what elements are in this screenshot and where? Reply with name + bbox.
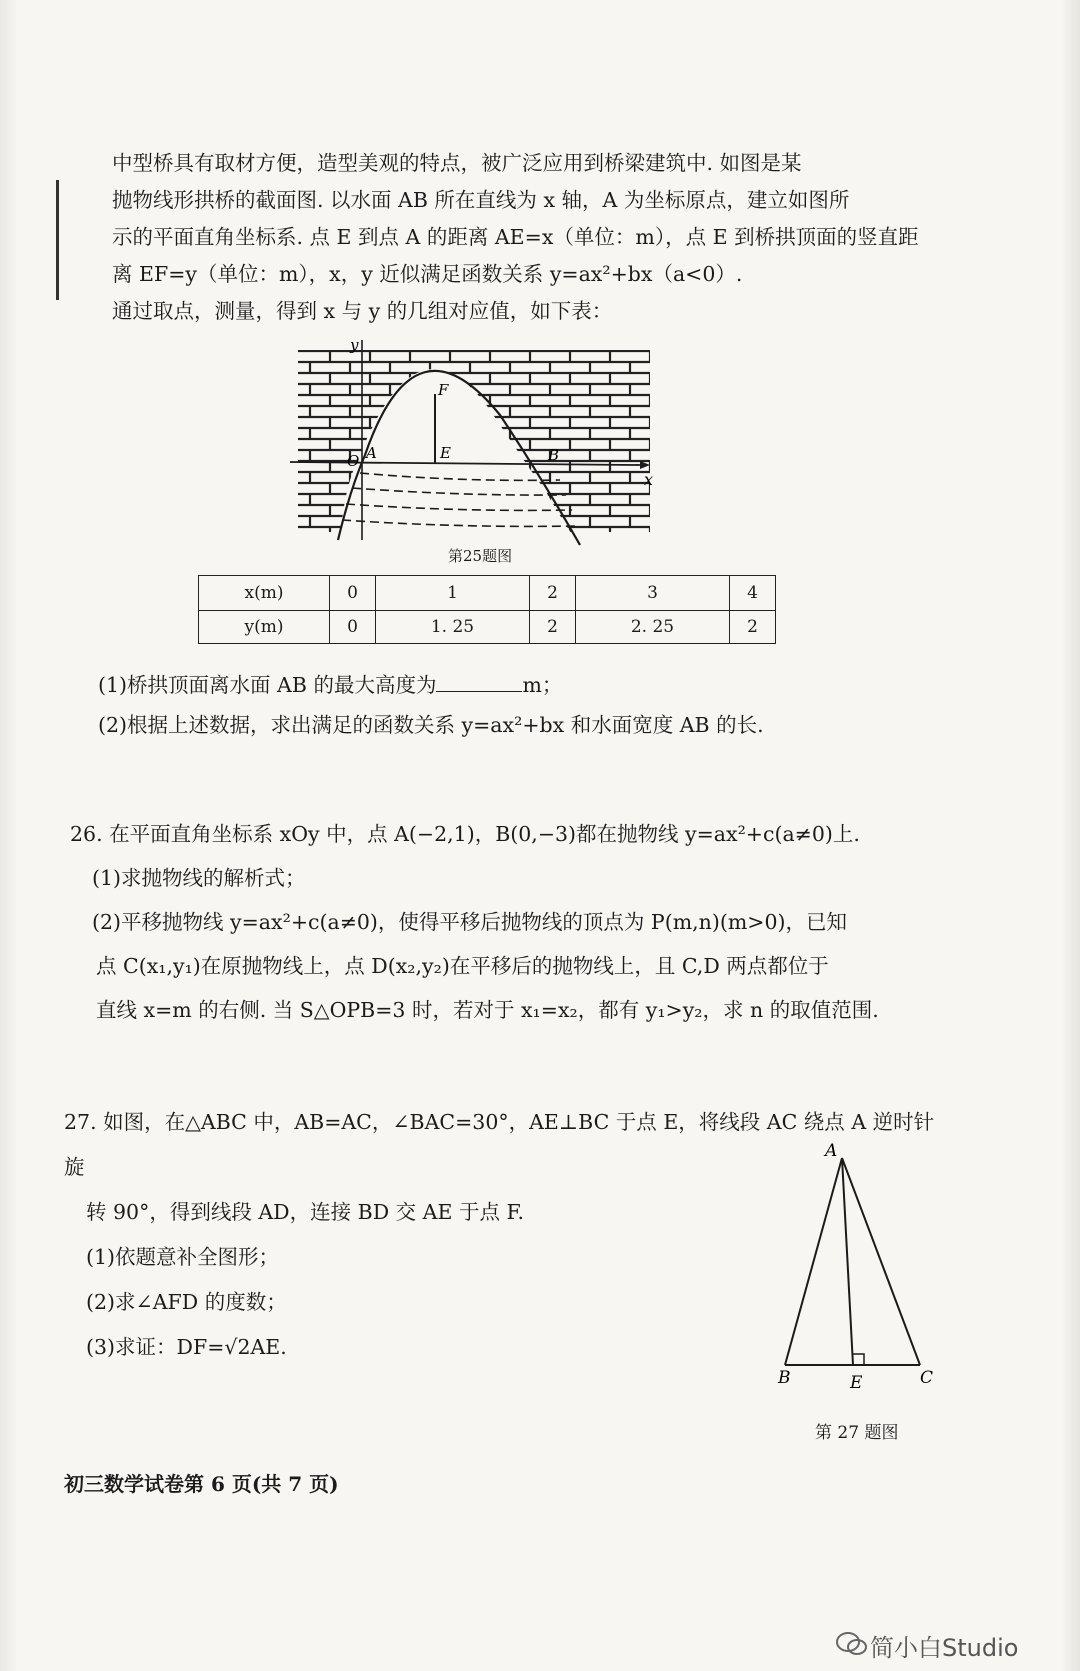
question-25-stem (112, 145, 919, 330)
table-cell: 0 (330, 611, 376, 644)
figure-25-caption: 第25题图 (448, 547, 513, 565)
q25-line: 通过取点，测量，得到 x 与 y 的几组对应值，如下表： (112, 299, 613, 323)
table-cell: 2 (529, 576, 575, 611)
page-footer: 初三数学试卷第 6 页(共 7 页) (64, 1472, 339, 1496)
label-A: A (366, 444, 377, 462)
margin-mark (56, 180, 59, 300)
table-cell: 2. 25 (576, 611, 730, 644)
q25-part1: (1)桥拱顶面离水面 AB 的最大高度为 m； (98, 673, 563, 697)
q26-line: 直线 x=m 的右侧. 当 S△OPB=3 时，若对于 x₁=x₂，都有 y₁>y₂，求 n 的取值范围. (96, 998, 879, 1022)
right-angle-mark (853, 1354, 864, 1365)
side-AB (785, 1158, 842, 1365)
q27-line: 转 90°，得到线段 AD，连接 BD 交 AE 于点 F. (86, 1200, 525, 1224)
label-F: F (438, 381, 449, 399)
table-cell: 2 (729, 611, 775, 644)
label-x: x (644, 470, 654, 489)
table-cell: 3 (576, 576, 730, 611)
q27-line: (2)求∠AFD 的度数； (86, 1290, 287, 1314)
label-A: A (825, 1141, 838, 1161)
triangle-figure (770, 1140, 940, 1390)
question-26 (70, 812, 950, 1032)
side-AC (842, 1158, 920, 1365)
label-C: C (920, 1368, 934, 1388)
xy-table (198, 575, 776, 644)
answer-blank[interactable] (436, 673, 522, 692)
q25-line: 中型桥具有取材方便，造型美观的特点，被广泛应用到桥梁建筑中. 如图是某 (112, 151, 802, 175)
q26-line: (1)求抛物线的解析式； (92, 866, 306, 890)
label-O: O (347, 452, 360, 470)
label-y: y (350, 340, 359, 354)
label-B: B (778, 1368, 791, 1388)
q27-line: 27. 如图，在△ABC 中，AB=AC，∠BAC=30°，AE⊥BC 于点 E，将线段 AC 绕点 A 逆时针旋 (64, 1110, 935, 1179)
q25-line: 抛物线形拱桥的截面图. 以水面 AB 所在直线为 x 轴，A 为坐标原点，建立如图所 (112, 188, 850, 212)
table-cell: 1. 25 (376, 611, 530, 644)
table-cell: 4 (729, 576, 775, 611)
table-row (199, 576, 776, 611)
q25-line: 示的平面直角坐标系. 点 E 到点 A 的距离 AE=x（单位：m），点 E 到桥拱顶面的竖直距 (112, 225, 919, 249)
q25-line: 离 EF=y（单位：m），x，y 近似满足函数关系 y=ax²+bx（a<0）. (112, 262, 743, 286)
figure-27-caption: 第 27 题图 (815, 1423, 899, 1443)
table-header-cell: x(m) (199, 576, 330, 611)
bridge-figure (290, 340, 690, 570)
q26-line: 26. 在平面直角坐标系 xOy 中，点 A(−2,1)，B(0,−3)都在抛物线 y=ax²+c(a≠0)上. (70, 822, 860, 846)
table-header-cell: y(m) (199, 611, 330, 644)
q27-line: (1)依题意补全图形； (86, 1245, 280, 1269)
watermark: 简小白Studio (870, 1634, 1019, 1662)
label-E: E (440, 444, 451, 462)
altitude-AE (842, 1158, 853, 1365)
table-row (199, 611, 776, 644)
q25-part2: (2)根据上述数据，求出满足的函数关系 y=ax²+bx 和水面宽度 AB 的长. (98, 713, 764, 737)
q26-line: (2)平移抛物线 y=ax²+c(a≠0)，使得平移后抛物线的顶点为 P(m,n)(m>0)，已知 (92, 910, 848, 934)
table-cell: 0 (330, 576, 376, 611)
q27-line: (3)求证：DF=√2AE. (86, 1335, 287, 1359)
label-E: E (850, 1373, 863, 1390)
table-cell: 1 (376, 576, 530, 611)
label-B: B (548, 446, 560, 464)
q26-line: 点 C(x₁,y₁)在原抛物线上，点 D(x₂,y₂)在平移后的抛物线上，且 C,D 两点都位于 (96, 954, 829, 978)
table-cell: 2 (529, 611, 575, 644)
